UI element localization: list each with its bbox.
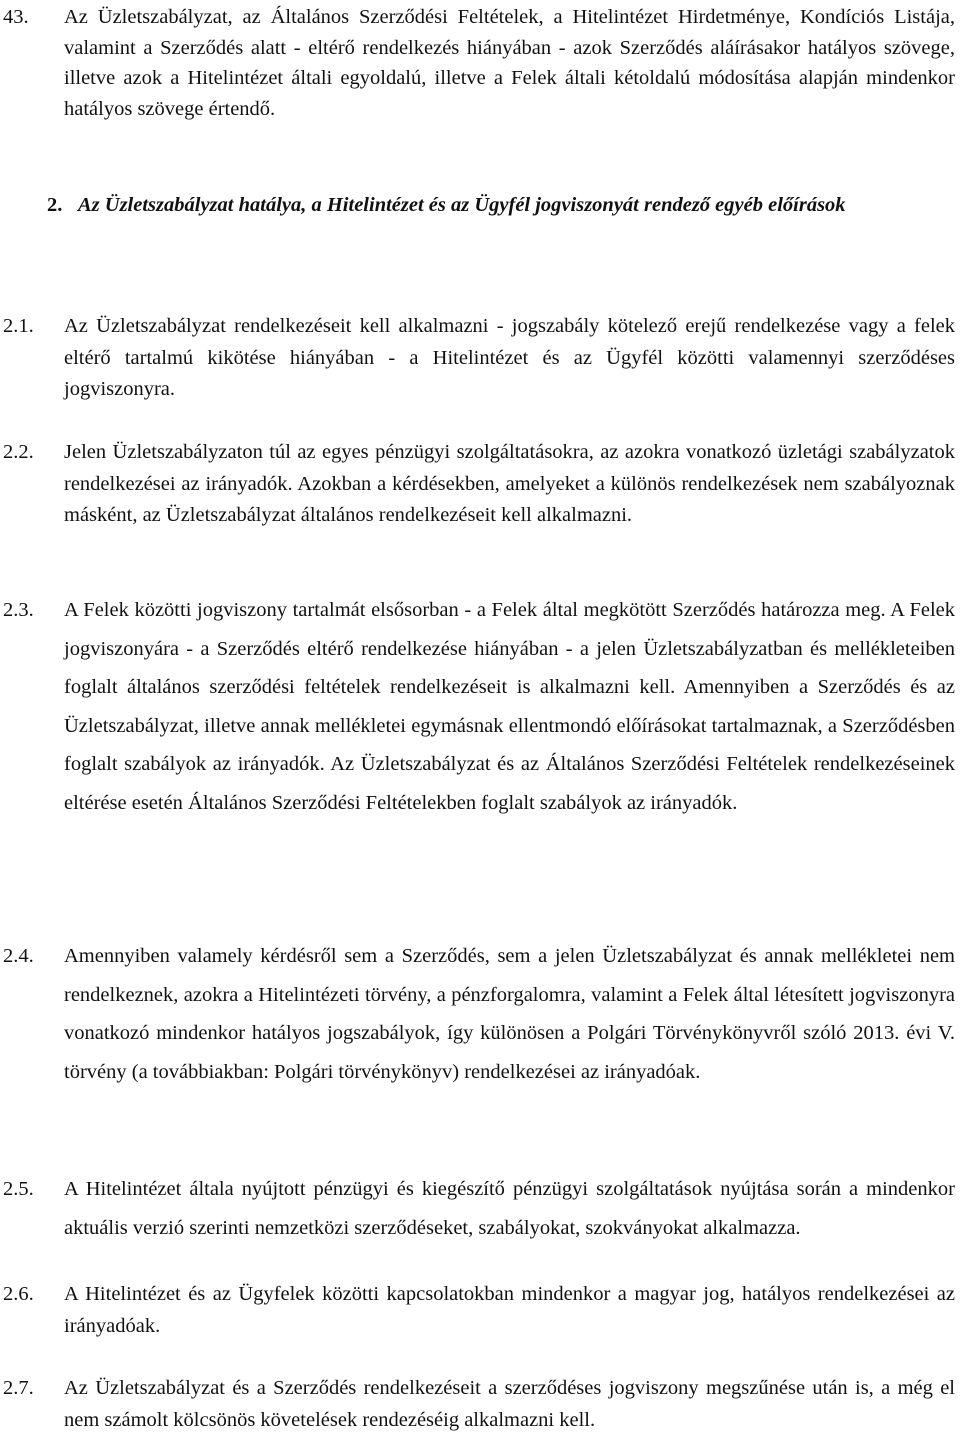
paragraph-text: Amennyiben valamely kérdésről sem a Szerződés, sem a jelen Üzletszabályzat és annak mellékletei nem rendelkeznek, azokra a Hitelintézeti törvény, a pénzforgalomra, valamint a Felek által létesített jogviszonyra vonatkozó mindenkor hatályos jogszabályok, így különösen a Polgári Törvénykönyvről szóló 2013. évi V. törvény (a továbbiakban: Polgári törvénykönyv) rendelkezései az irányadóak. [64, 945, 955, 1083]
paragraph-number: 2.7. [3, 1377, 34, 1399]
paragraph-text: Jelen Üzletszabályzaton túl az egyes pénzügyi szolgáltatásokra, az azokra vonatkozó üzletági szabályzatok rendelkezései az irányadók. Azokban a kérdésekben, amelyeket a különös rendelkezések nem szabályoznak másként, az Üzletszabályzat általános rendelkezéseit kell alkalmazni. [64, 441, 955, 526]
paragraph-text: A Hitelintézet általa nyújtott pénzügyi és kiegészítő pénzügyi szolgáltatások nyújtása során a mindenkor aktuális verzió szerinti nemzetközi szerződéseket, szabályokat, szokványokat alkalmazza. [64, 1178, 955, 1239]
section-2-heading [0, 190, 955, 221]
paragraph-2-1 [0, 311, 955, 406]
section-title: Az Üzletszabályzat hatálya, a Hitelintézet és az Ügyfél jogviszonyát rendező egyéb előírások [78, 194, 846, 216]
paragraph-number: 2.2. [3, 441, 34, 463]
paragraph-number: 2.5. [3, 1178, 34, 1200]
paragraph-text: A Felek közötti jogviszony tartalmát elsősorban - a Felek által megkötött Szerződés határozza meg. A Felek jogviszonyára - a Szerződés eltérő rendelkezése hiányában - a jelen Üzletszabályzatban és mellékleteiben foglalt általános szerződési feltételek rendelkezéseit is alkalmazni kell. Amennyiben a Szerződés és az Üzletszabályzat, illetve annak mellékletei egymásnak ellentmondó előírásokat tartalmaznak, a Szerződésben foglalt szabályok az irányadók. Az Üzletszabályzat és az Általános Szerződési Feltételek rendelkezéseinek eltérése esetén Általános Szerződési Feltételekben foglalt szabályok az irányadók. [64, 599, 955, 814]
paragraph-number: 2.6. [3, 1283, 34, 1305]
paragraph-number: 2.4. [3, 945, 34, 967]
paragraph-43 [0, 2, 955, 124]
paragraph-2-4 [0, 937, 955, 1091]
paragraph-number: 2.3. [3, 599, 34, 621]
section-number: 2. [47, 194, 63, 216]
paragraph-number: 2.1. [3, 315, 34, 337]
paragraph-2-3 [0, 591, 955, 822]
paragraph-text: Az Üzletszabályzat és a Szerződés rendelkezéseit a szerződéses jogviszony megszűnése után is, a még el nem számolt kölcsönös követelések rendezéséig alkalmazni kell. [64, 1377, 955, 1431]
paragraph-2-5 [0, 1170, 955, 1247]
paragraph-2-6 [0, 1279, 955, 1342]
paragraph-text: Az Üzletszabályzat, az Általános Szerződési Feltételek, a Hitelintézet Hirdetménye, Kondíciós Listája, valamint a Szerződés alatt - eltérő rendelkezés hiányában - azok Szerződés aláírásakor hatályos szövege, illetve azok a Hitelintézet általi egyoldalú, illetve a Felek általi kétoldalú módosítása alapján mindenkor hatályos szövege értendő. [64, 6, 955, 120]
paragraph-text: A Hitelintézet és az Ügyfelek közötti kapcsolatokban mindenkor a magyar jog, hatályos rendelkezései az irányadóak. [64, 1283, 955, 1337]
paragraph-text: Az Üzletszabályzat rendelkezéseit kell alkalmazni - jogszabály kötelező erejű rendelkezése vagy a felek eltérő tartalmú kikötése hiányában - a Hitelintézet és az Ügyfél közötti valamennyi szerződéses jogviszonyra. [64, 315, 955, 400]
paragraph-2-7 [0, 1373, 955, 1436]
paragraph-number: 43. [3, 6, 29, 28]
paragraph-2-2 [0, 437, 955, 532]
